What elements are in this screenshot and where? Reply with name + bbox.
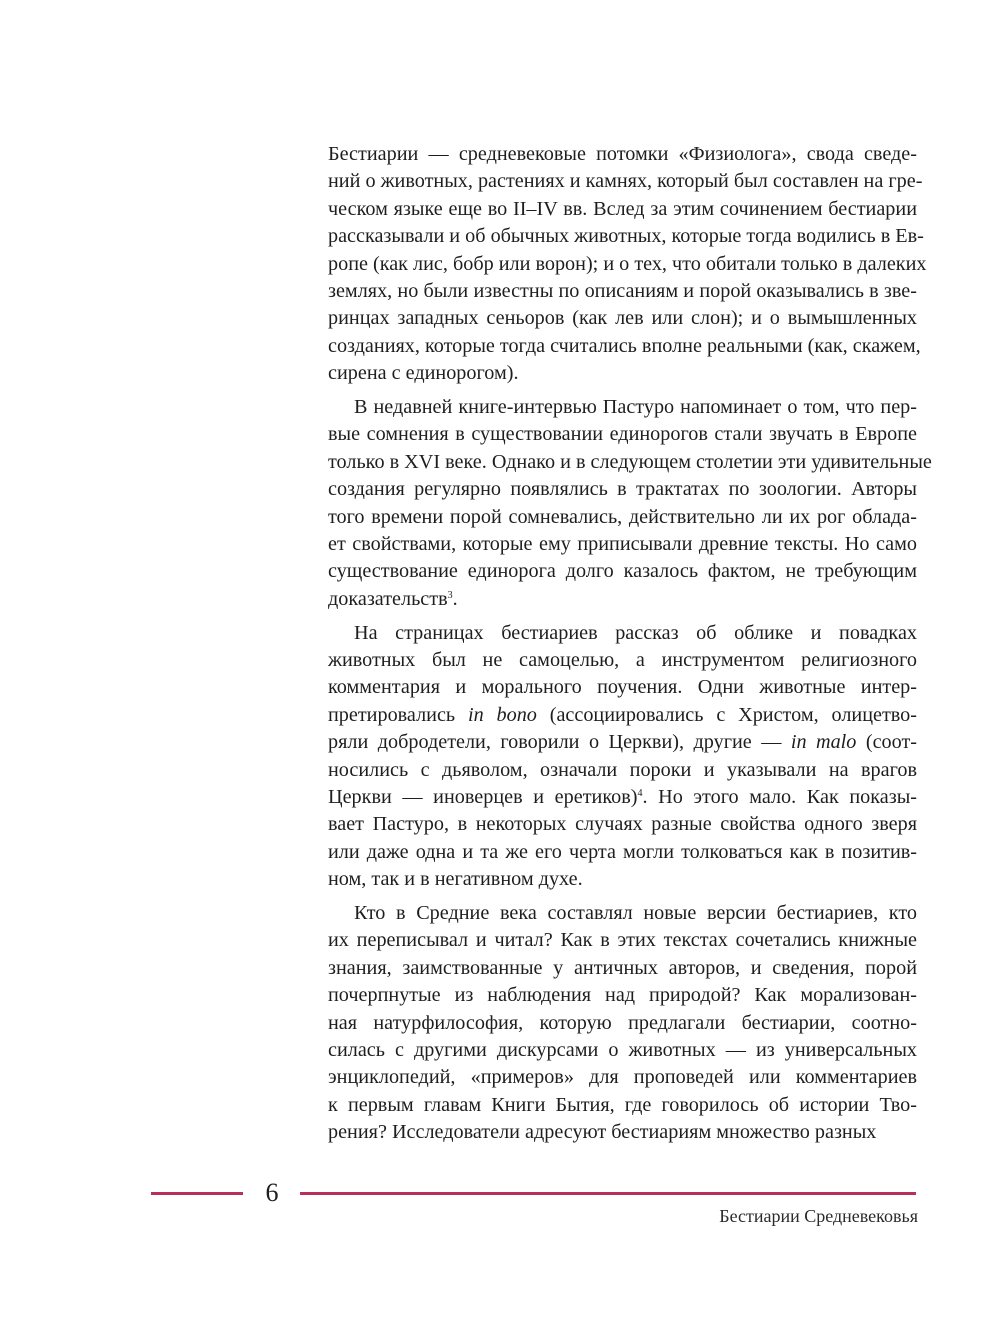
line-text: Кто в Средние века составлял новые версии бестиариев, кто [354,902,917,925]
text-line [328,1010,917,1037]
text-line [328,394,917,421]
text-line [328,982,917,1009]
text-line [328,531,917,558]
running-title: Бестиарии Средневековья [719,1206,918,1226]
line-text-tail: . Но этого мало. Как показы- [642,785,917,808]
text-line [328,251,927,278]
line-text: На страницах бестиариев рассказ об облике и повадках [354,621,917,644]
line-text: рассказывали и об обычных животных, которые тогда водились в Ев- [328,225,924,248]
footer-rule-left [151,1192,243,1195]
line-text: ная натурфилософия, которую предлагали бестиарии, соотно- [328,1011,917,1034]
line-text: энциклопедий, «примеров» для проповедей или комментариев [328,1066,917,1089]
line-text: ном, так и в негативном духе. [328,868,583,891]
footer-rule-right [300,1192,916,1195]
line-text: ринцах западных сеньоров (как лев или слон); и о вымышленных [328,307,917,330]
line-text: ний о животных, растениях и камнях, который был составлен на гре- [328,170,923,193]
text-line [328,360,917,387]
text-line [328,333,921,360]
text-line [328,955,917,982]
line-text: носились с дьяволом, означали пороки и указывали на врагов [328,758,917,781]
text-line [328,927,917,954]
text-line [328,1092,917,1119]
text-line [328,421,917,448]
line-text: рения? Исследователи адресуют бестиариям множество разных [328,1121,877,1144]
line-text: ропе (как лис, бобр или ворон); и о тех, что обитали только в далеких [328,252,927,275]
text-line [328,866,917,893]
line-text: почерпнутые из наблюдения над природой? Как морализован- [328,984,917,1007]
text-line [328,141,917,168]
text-line [328,1064,917,1091]
line-text: того времени порой сомневались, действительно ли их рог облада- [328,505,917,528]
text-line [328,757,917,784]
body-text [328,141,932,1147]
line-text: ет свойствами, которые ему приписывали древние тексты. Но само [328,532,917,555]
text-line [328,449,932,476]
footnote-ref[interactable]: 4 [637,787,643,799]
text-line [328,305,917,332]
text-line [328,674,917,701]
paragraph [328,620,917,894]
line-text-tail: (ассоциировались с Христом, олицетво- [536,703,917,726]
line-text: к первым главам Книги Бытия, где говорилось об истории Тво- [328,1093,917,1116]
line-text: силась с другими дискурсами о животных — из универсальных [328,1039,917,1061]
text-line [328,1119,917,1146]
line-text: существование единорога долго казалось фактом, не требующим [328,560,917,583]
line-text: ческом языке еще во II–IV вв. Вслед за этим сочинением бестиарии [328,197,917,220]
line-text: В недавней книге-интервью Пастуро напоминает о том, что пер- [354,396,917,419]
line-text: комментария и морального поучения. Одни животные интер- [328,676,917,699]
paragraph [328,900,917,1147]
text-line [328,702,917,729]
footnote-ref[interactable]: 3 [447,589,453,601]
line-text-tail: . [452,587,458,610]
line-text: только в XVI веке. Однако и в следующем столетии эти удивительные [328,450,932,473]
text-line [328,586,917,613]
text-line [328,168,923,195]
text-line [328,223,924,250]
line-text: вые сомнения в существовании единорогов стали звучать в Европе [328,423,917,446]
text-line [328,811,917,838]
text-line [328,558,917,585]
line-text: созданиях, которые тогда считались вполне реальными (как, скажем, [328,334,921,357]
text-line [328,900,917,927]
text-line [328,278,917,305]
latin-term: in bono [467,703,537,726]
line-text: животных был не самоцелью, а инструментом религиозного [328,649,917,672]
line-text: или даже одна и та же его черта могли толковаться как в позитив- [328,840,917,863]
text-line [328,839,917,866]
paragraph [328,141,927,388]
line-text-tail: (соот- [856,731,917,754]
line-text: Церкви — иноверцев и еретиков) [328,785,638,808]
line-text: доказательств [328,587,448,610]
text-line [328,620,917,647]
line-text: сирена с единорогом). [328,362,519,385]
text-line [328,476,917,503]
text-line [328,504,917,531]
text-line [328,1037,917,1064]
line-text: создания регулярно появлялись в трактатах по зоологии. Авторы [328,478,917,501]
text-line [328,647,917,674]
text-line [328,196,917,223]
latin-term: in malo [790,731,857,754]
line-text: ряли добродетели, говорили о Церкви), другие — [328,731,791,754]
line-text: их переписывал и читал? Как в этих текстах сочетались книжные [328,929,917,952]
line-text: землях, но были известны по описаниям и порой оказывались в зве- [328,279,917,302]
page-number: 6 [265,1178,279,1207]
text-line [328,729,917,756]
line-text: претировались [328,703,468,726]
paragraph [328,394,932,613]
line-text: Бестиарии — средневековые потомки «Физиолога», свода сведе- [328,143,917,165]
text-line [328,784,917,811]
line-text: знания, заимствованные у античных авторов, и сведения, порой [328,956,917,979]
line-text: вает Пастуро, в некоторых случаях разные свойства одного зверя [328,813,917,836]
